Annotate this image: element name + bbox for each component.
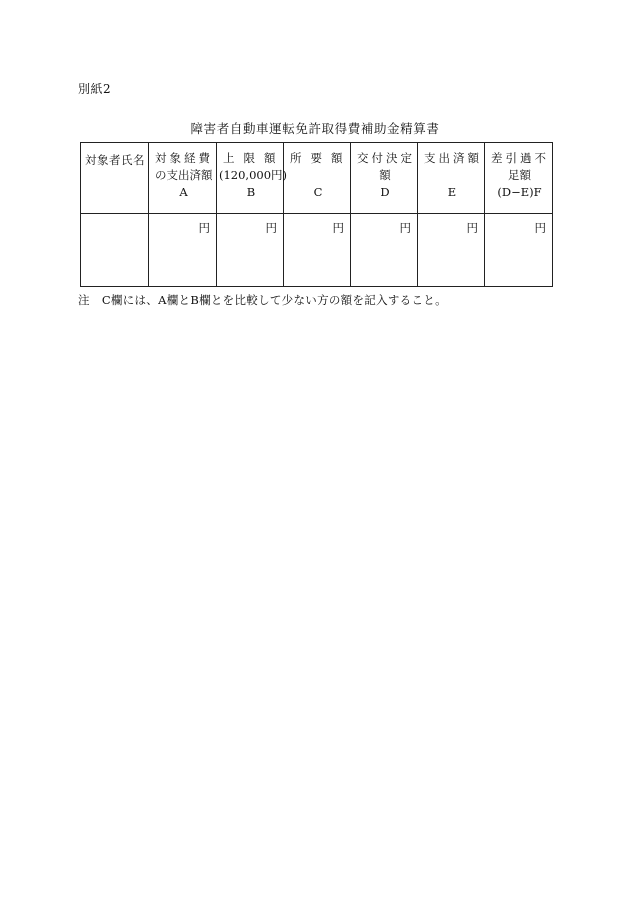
yen-unit: 円 xyxy=(332,221,344,235)
yen-unit: 円 xyxy=(534,221,546,235)
header-required-amount: 所要額 C xyxy=(284,143,351,214)
yen-unit: 円 xyxy=(466,221,478,235)
table-row xyxy=(81,214,553,287)
header-upper-limit: 上限額 (120,000円) B xyxy=(217,143,284,214)
header-difference-amount: 差引過不 足額 (D−E)F xyxy=(485,143,553,214)
note-text: C欄には、A欄とB欄とを比較して少ない方の額を記入すること。 xyxy=(101,293,447,307)
yen-unit: 円 xyxy=(198,221,210,235)
yen-unit: 円 xyxy=(399,221,411,235)
cell-paid-amount[interactable] xyxy=(418,214,485,287)
document-title: 障害者自動車運転免許取得費補助金精算書 xyxy=(190,121,440,136)
cell-recipient-name[interactable] xyxy=(81,214,149,287)
cell-grant-decision-amount[interactable] xyxy=(351,214,418,287)
cell-expense-paid[interactable] xyxy=(149,214,217,287)
settlement-table xyxy=(80,142,553,287)
cell-difference-amount[interactable] xyxy=(485,214,553,287)
note-mark: 注 xyxy=(78,293,90,307)
table-header-row xyxy=(81,143,553,214)
header-grant-decision-amount: 交付決定 額 D xyxy=(351,143,418,214)
header-expense-paid: 対象経費 の支出済額 A xyxy=(149,143,217,214)
cell-required-amount[interactable] xyxy=(284,214,351,287)
yen-unit: 円 xyxy=(265,221,277,235)
annex-label: 別紙2 xyxy=(78,82,112,96)
footnote xyxy=(78,292,447,308)
header-paid-amount: 支出済額 E xyxy=(418,143,485,214)
cell-upper-limit[interactable] xyxy=(217,214,284,287)
header-recipient-name: 対象者氏名 xyxy=(81,143,149,214)
